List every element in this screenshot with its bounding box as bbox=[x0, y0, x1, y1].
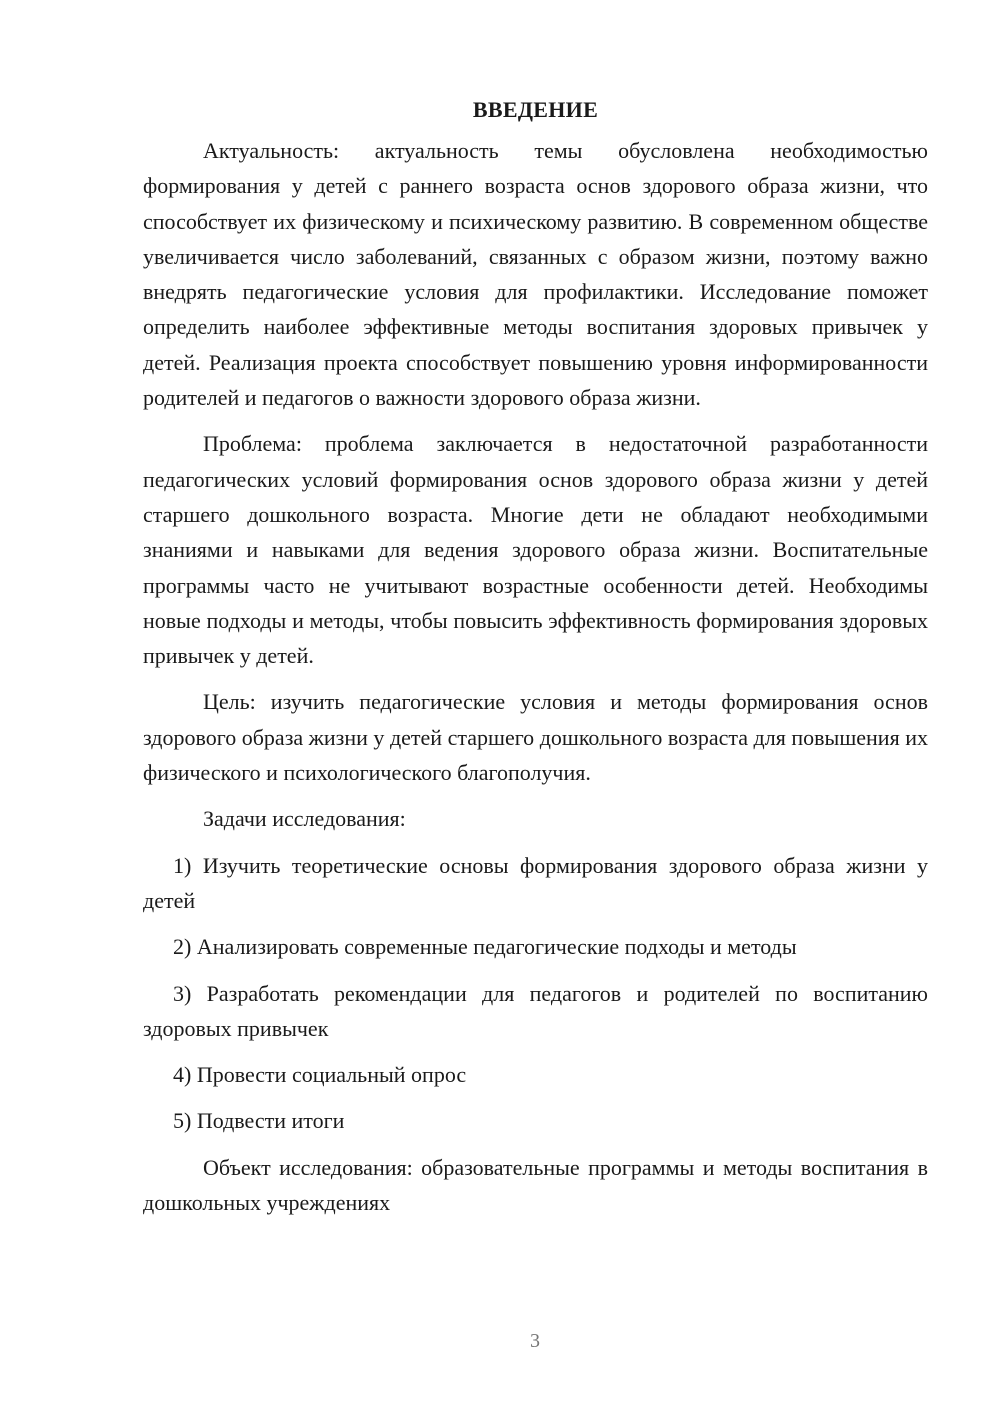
task-item: 2) Анализировать современные педагогические подходы и методы bbox=[173, 934, 797, 960]
relevance-paragraph: Актуальность: актуальность темы обусловлена необходимостью формирования у детей с раннего возраста основ здорового образа жизни, что способствует их физическому и психическому развитию. В современном обществе увеличивается число заболеваний, связанных с образом жизни, поэтому важно внедрять педагогические условия для профилактики. Исследование поможет определить наиболее эффективные методы воспитания здоровых привычек у детей. Реализация проекта способствует повышению уровня информированности родителей и педагогов о важности здорового образа жизни. bbox=[143, 138, 928, 411]
document-body bbox=[143, 92, 928, 1231]
page-title: ВВЕДЕНИЕ bbox=[472, 97, 599, 122]
page-number: 3 bbox=[530, 1330, 540, 1352]
tasks-heading: Задачи исследования: bbox=[203, 806, 406, 832]
task-item: 5) Подвести итоги bbox=[173, 1108, 345, 1134]
problem-paragraph: Проблема: проблема заключается в недостаточной разработанности педагогических условий формирования основ здорового образа жизни у детей старшего дошкольного возраста. Многие дети не обладают необходимыми знаниями и навыками для ведения здорового образа жизни. Воспитательные программы часто не учитывают возрастные особенности детей. Необходимы новые подходы и методы, чтобы повысить эффективность формирования здоровых привычек у детей. bbox=[143, 431, 928, 669]
task-item: 4) Провести социальный опрос bbox=[173, 1062, 467, 1088]
task-item: 3) Разработать рекомендации для педагогов и родителей по воспитанию здоровых привычек bbox=[143, 980, 928, 1041]
task-item: 1) Изучить теоретические основы формирования здорового образа жизни у детей bbox=[143, 852, 928, 913]
object-paragraph: Объект исследования: образовательные программы и методы воспитания в дошкольных учреждениях bbox=[143, 1154, 928, 1216]
goal-paragraph: Цель: изучить педагогические условия и методы формирования основ здорового образа жизни у детей старшего дошкольного возраста для повышения их физического и психологического благополучия. bbox=[143, 689, 928, 786]
